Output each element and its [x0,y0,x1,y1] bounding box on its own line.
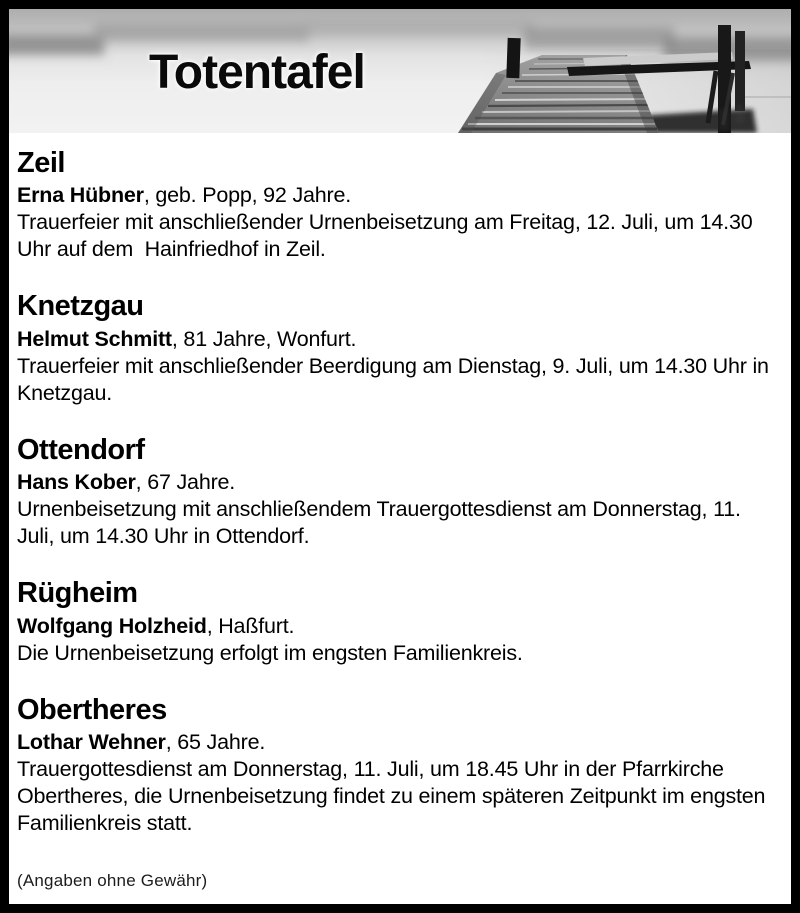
announcement-text: Trauerfeier mit anschließender Urnenbeisetzung am Freitag, 12. Juli, um 14.30 Uhr auf dem Hainfriedhof in Zeil. [17,210,759,262]
deceased-details: , 81 Jahre, Wonfurt. [171,326,357,351]
place-heading: Rügheim [17,577,138,610]
deceased-name: Lothar Wehner [17,730,166,755]
place-heading: Knetzgau [17,290,144,323]
deceased-line [17,729,777,756]
page-title: Totentafel [149,46,365,99]
announcement-text: Trauergottesdienst am Donnerstag, 11. Juli, um 18.45 Uhr in der Pfarrkirche Obertheres, die Urnenbeisetzung findet zu einem späteren Zeitpunkt im engsten Familienkreis statt. [17,757,772,836]
pier-photo [9,9,791,133]
announcement-text: Trauerfeier mit anschließender Beerdigung am Dienstag, 9. Juli, um 14.30 Uhr in Knetzgau. [17,353,775,405]
header-photo [9,9,791,133]
obituary-section-knetzgau [17,290,777,406]
deceased-line [17,469,777,496]
disclaimer-text: (Angaben ohne Gewähr) [17,871,208,891]
deceased-name: Wolfgang Holzheid [17,613,207,638]
obituary-section-zeil [17,147,777,263]
obituary-list [9,133,791,891]
deceased-details: , Haßfurt. [206,613,295,638]
deceased-line [17,613,777,640]
obituary-section-ruegheim [17,577,777,666]
place-heading: Ottendorf [17,433,145,466]
deceased-name: Erna Hübner [17,183,144,208]
place-heading: Obertheres [17,693,167,726]
obituary-section-ottendorf [17,434,777,550]
announcement-text: Urnenbeisetzung mit anschließendem Trauergottesdienst am Donnerstag, 11. Juli, um 14.30 Uhr in Ottendorf. [17,497,747,549]
deceased-details: , 65 Jahre. [165,730,266,755]
obituary-section-obertheres [17,694,777,837]
deceased-line [17,182,777,209]
deceased-details: , geb. Popp, 92 Jahre. [143,183,351,208]
deceased-line [17,326,777,353]
deceased-name: Helmut Schmitt [17,326,172,351]
announcement-text: Die Urnenbeisetzung erfolgt im engsten Familienkreis. [17,640,523,665]
deceased-name: Hans Kober [17,470,136,495]
deceased-details: , 67 Jahre. [135,470,236,495]
place-heading: Zeil [17,147,65,179]
